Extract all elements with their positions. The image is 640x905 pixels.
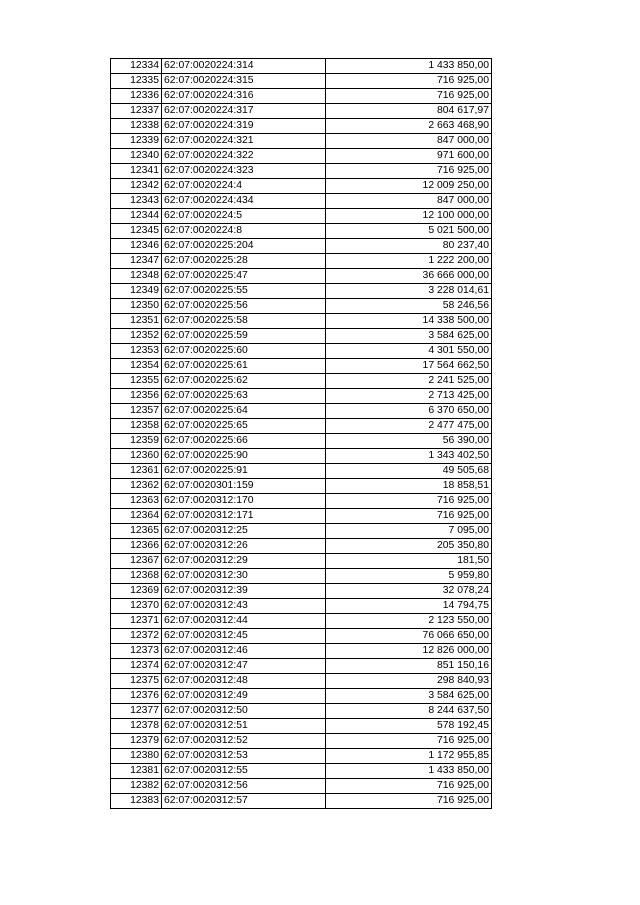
cadastral-value-cell: 1 172 955,85 [326, 749, 492, 764]
cadastral-value-cell: 181,50 [326, 554, 492, 569]
cadastral-value-cell: 205 350,80 [326, 539, 492, 554]
row-number-cell: 12360 [111, 449, 162, 464]
cadastral-value-cell: 18 858,51 [326, 479, 492, 494]
table-row [111, 299, 492, 314]
cadastral-value-cell: 32 078,24 [326, 584, 492, 599]
cadastral-number-cell: 62:07:0020225:28 [162, 254, 326, 269]
cadastral-value-cell: 17 564 662,50 [326, 359, 492, 374]
cadastral-number-cell: 62:07:0020224:321 [162, 134, 326, 149]
cadastral-number-cell: 62:07:0020225:58 [162, 314, 326, 329]
cadastral-value-cell: 12 826 000,00 [326, 644, 492, 659]
cadastral-number-cell: 62:07:0020225:59 [162, 329, 326, 344]
cadastral-value-cell: 14 794,75 [326, 599, 492, 614]
row-number-cell: 12364 [111, 509, 162, 524]
table-row [111, 479, 492, 494]
row-number-cell: 12339 [111, 134, 162, 149]
cadastral-number-cell: 62:07:0020224:314 [162, 59, 326, 74]
table-row [111, 224, 492, 239]
cadastral-number-cell: 62:07:0020225:56 [162, 299, 326, 314]
row-number-cell: 12380 [111, 749, 162, 764]
cadastral-number-cell: 62:07:0020225:60 [162, 344, 326, 359]
cadastral-number-cell: 62:07:0020312:53 [162, 749, 326, 764]
cadastral-value-cell: 36 666 000,00 [326, 269, 492, 284]
cadastral-value-cell: 716 925,00 [326, 494, 492, 509]
cadastral-number-cell: 62:07:0020312:46 [162, 644, 326, 659]
cadastral-value-cell: 12 100 000,00 [326, 209, 492, 224]
cadastral-number-cell: 62:07:0020225:63 [162, 389, 326, 404]
cadastral-number-cell: 62:07:0020225:204 [162, 239, 326, 254]
cadastral-number-cell: 62:07:0020224:316 [162, 89, 326, 104]
row-number-cell: 12383 [111, 794, 162, 809]
row-number-cell: 12345 [111, 224, 162, 239]
row-number-cell: 12334 [111, 59, 162, 74]
cadastral-value-cell: 3 584 625,00 [326, 689, 492, 704]
table-row [111, 644, 492, 659]
table-row [111, 749, 492, 764]
row-number-cell: 12382 [111, 779, 162, 794]
row-number-cell: 12372 [111, 629, 162, 644]
table-row [111, 434, 492, 449]
table-row [111, 509, 492, 524]
cadastral-number-cell: 62:07:0020225:65 [162, 419, 326, 434]
table-row [111, 689, 492, 704]
cadastral-value-cell: 6 370 650,00 [326, 404, 492, 419]
row-number-cell: 12354 [111, 359, 162, 374]
row-number-cell: 12344 [111, 209, 162, 224]
cadastral-value-cell: 58 246,56 [326, 299, 492, 314]
row-number-cell: 12370 [111, 599, 162, 614]
cadastral-number-cell: 62:07:0020312:45 [162, 629, 326, 644]
row-number-cell: 12350 [111, 299, 162, 314]
table-row [111, 314, 492, 329]
table-row [111, 539, 492, 554]
cadastral-number-cell: 62:07:0020312:52 [162, 734, 326, 749]
table-row [111, 89, 492, 104]
row-number-cell: 12337 [111, 104, 162, 119]
cadastral-value-cell: 4 301 550,00 [326, 344, 492, 359]
cadastral-value-cell: 8 244 637,50 [326, 704, 492, 719]
cadastral-value-cell: 1 343 402,50 [326, 449, 492, 464]
cadastral-value-cell: 7 095,00 [326, 524, 492, 539]
table-row [111, 149, 492, 164]
table-row [111, 464, 492, 479]
row-number-cell: 12353 [111, 344, 162, 359]
cadastral-value-cell: 716 925,00 [326, 794, 492, 809]
cadastral-value-cell: 851 150,16 [326, 659, 492, 674]
cadastral-number-cell: 62:07:0020224:323 [162, 164, 326, 179]
cadastral-value-cell: 847 000,00 [326, 134, 492, 149]
table-row [111, 494, 492, 509]
table-row [111, 794, 492, 809]
row-number-cell: 12361 [111, 464, 162, 479]
row-number-cell: 12367 [111, 554, 162, 569]
cadastral-value-cell: 1 433 850,00 [326, 764, 492, 779]
row-number-cell: 12358 [111, 419, 162, 434]
cadastral-number-cell: 62:07:0020225:66 [162, 434, 326, 449]
table-row [111, 134, 492, 149]
cadastral-number-cell: 62:07:0020312:56 [162, 779, 326, 794]
cadastral-number-cell: 62:07:0020312:25 [162, 524, 326, 539]
table-row [111, 449, 492, 464]
cadastral-number-cell: 62:07:0020224:315 [162, 74, 326, 89]
cadastral-number-cell: 62:07:0020312:57 [162, 794, 326, 809]
row-number-cell: 12340 [111, 149, 162, 164]
row-number-cell: 12359 [111, 434, 162, 449]
cadastral-number-cell: 62:07:0020312:29 [162, 554, 326, 569]
row-number-cell: 12336 [111, 89, 162, 104]
cadastral-value-cell: 804 617,97 [326, 104, 492, 119]
cadastral-value-cell: 2 241 525,00 [326, 374, 492, 389]
table-row [111, 359, 492, 374]
table-row [111, 404, 492, 419]
row-number-cell: 12356 [111, 389, 162, 404]
cadastral-number-cell: 62:07:0020225:55 [162, 284, 326, 299]
row-number-cell: 12342 [111, 179, 162, 194]
cadastral-value-cell: 56 390,00 [326, 434, 492, 449]
row-number-cell: 12378 [111, 719, 162, 734]
cadastral-number-cell: 62:07:0020224:319 [162, 119, 326, 134]
table-row [111, 179, 492, 194]
cadastral-number-cell: 62:07:0020225:61 [162, 359, 326, 374]
cadastral-value-cell: 5 021 500,00 [326, 224, 492, 239]
row-number-cell: 12373 [111, 644, 162, 659]
cadastral-number-cell: 62:07:0020225:62 [162, 374, 326, 389]
table-row [111, 584, 492, 599]
cadastral-value-cell: 3 228 014,61 [326, 284, 492, 299]
table-row [111, 659, 492, 674]
row-number-cell: 12341 [111, 164, 162, 179]
table-row [111, 614, 492, 629]
table-row [111, 269, 492, 284]
row-number-cell: 12379 [111, 734, 162, 749]
row-number-cell: 12348 [111, 269, 162, 284]
row-number-cell: 12381 [111, 764, 162, 779]
table-row [111, 284, 492, 299]
row-number-cell: 12368 [111, 569, 162, 584]
row-number-cell: 12338 [111, 119, 162, 134]
cadastral-number-cell: 62:07:0020312:170 [162, 494, 326, 509]
row-number-cell: 12366 [111, 539, 162, 554]
cadastral-value-cell: 716 925,00 [326, 74, 492, 89]
cadastral-value-cell: 76 066 650,00 [326, 629, 492, 644]
row-number-cell: 12365 [111, 524, 162, 539]
cadastral-value-cell: 298 840,93 [326, 674, 492, 689]
cadastral-value-cell: 971 600,00 [326, 149, 492, 164]
row-number-cell: 12357 [111, 404, 162, 419]
cadastral-number-cell: 62:07:0020225:90 [162, 449, 326, 464]
cadastral-value-cell: 2 123 550,00 [326, 614, 492, 629]
table-row [111, 419, 492, 434]
row-number-cell: 12363 [111, 494, 162, 509]
cadastral-number-cell: 62:07:0020224:5 [162, 209, 326, 224]
row-number-cell: 12369 [111, 584, 162, 599]
cadastral-number-cell: 62:07:0020224:322 [162, 149, 326, 164]
cadastral-value-table [110, 58, 492, 809]
cadastral-value-cell: 716 925,00 [326, 734, 492, 749]
table-row [111, 764, 492, 779]
table-row [111, 629, 492, 644]
cadastral-number-cell: 62:07:0020312:47 [162, 659, 326, 674]
cadastral-number-cell: 62:07:0020312:51 [162, 719, 326, 734]
table-row [111, 164, 492, 179]
row-number-cell: 12374 [111, 659, 162, 674]
cadastral-number-cell: 62:07:0020312:43 [162, 599, 326, 614]
cadastral-value-cell: 716 925,00 [326, 164, 492, 179]
table-row [111, 554, 492, 569]
cadastral-value-cell: 847 000,00 [326, 194, 492, 209]
cadastral-value-cell: 49 505,68 [326, 464, 492, 479]
table-row [111, 704, 492, 719]
row-number-cell: 12371 [111, 614, 162, 629]
table-row [111, 344, 492, 359]
cadastral-number-cell: 62:07:0020312:26 [162, 539, 326, 554]
cadastral-value-cell: 1 433 850,00 [326, 59, 492, 74]
row-number-cell: 12351 [111, 314, 162, 329]
table-row [111, 119, 492, 134]
row-number-cell: 12377 [111, 704, 162, 719]
table-row [111, 239, 492, 254]
cadastral-value-cell: 716 925,00 [326, 509, 492, 524]
cadastral-value-cell: 1 222 200,00 [326, 254, 492, 269]
table-row [111, 599, 492, 614]
cadastral-value-cell: 716 925,00 [326, 779, 492, 794]
cadastral-number-cell: 62:07:0020312:50 [162, 704, 326, 719]
row-number-cell: 12355 [111, 374, 162, 389]
cadastral-number-cell: 62:07:0020225:64 [162, 404, 326, 419]
cadastral-number-cell: 62:07:0020224:4 [162, 179, 326, 194]
table-row [111, 254, 492, 269]
cadastral-value-cell: 5 959,80 [326, 569, 492, 584]
cadastral-number-cell: 62:07:0020225:47 [162, 269, 326, 284]
table-row [111, 329, 492, 344]
cadastral-value-cell: 12 009 250,00 [326, 179, 492, 194]
table-row [111, 719, 492, 734]
cadastral-number-cell: 62:07:0020224:434 [162, 194, 326, 209]
row-number-cell: 12346 [111, 239, 162, 254]
table-row [111, 389, 492, 404]
cadastral-number-cell: 62:07:0020312:30 [162, 569, 326, 584]
cadastral-value-cell: 2 713 425,00 [326, 389, 492, 404]
row-number-cell: 12335 [111, 74, 162, 89]
cadastral-number-cell: 62:07:0020312:49 [162, 689, 326, 704]
row-number-cell: 12343 [111, 194, 162, 209]
table-row [111, 194, 492, 209]
cadastral-value-cell: 3 584 625,00 [326, 329, 492, 344]
cadastral-number-cell: 62:07:0020312:44 [162, 614, 326, 629]
cadastral-value-cell: 80 237,40 [326, 239, 492, 254]
table-row [111, 524, 492, 539]
cadastral-number-cell: 62:07:0020312:171 [162, 509, 326, 524]
cadastral-number-cell: 62:07:0020301:159 [162, 479, 326, 494]
row-number-cell: 12352 [111, 329, 162, 344]
row-number-cell: 12362 [111, 479, 162, 494]
row-number-cell: 12347 [111, 254, 162, 269]
cadastral-value-cell: 14 338 500,00 [326, 314, 492, 329]
cadastral-number-cell: 62:07:0020224:8 [162, 224, 326, 239]
table-row [111, 734, 492, 749]
cadastral-value-cell: 2 663 468,90 [326, 119, 492, 134]
table-row [111, 59, 492, 74]
table-body [111, 59, 492, 809]
table-row [111, 74, 492, 89]
row-number-cell: 12376 [111, 689, 162, 704]
row-number-cell: 12349 [111, 284, 162, 299]
table-row [111, 674, 492, 689]
table-row [111, 374, 492, 389]
row-number-cell: 12375 [111, 674, 162, 689]
table-row [111, 209, 492, 224]
cadastral-number-cell: 62:07:0020224:317 [162, 104, 326, 119]
cadastral-number-cell: 62:07:0020312:39 [162, 584, 326, 599]
table-row [111, 104, 492, 119]
cadastral-value-cell: 716 925,00 [326, 89, 492, 104]
table-row [111, 569, 492, 584]
cadastral-number-cell: 62:07:0020312:55 [162, 764, 326, 779]
table-row [111, 779, 492, 794]
cadastral-value-cell: 578 192,45 [326, 719, 492, 734]
cadastral-number-cell: 62:07:0020312:48 [162, 674, 326, 689]
cadastral-value-cell: 2 477 475,00 [326, 419, 492, 434]
cadastral-number-cell: 62:07:0020225:91 [162, 464, 326, 479]
